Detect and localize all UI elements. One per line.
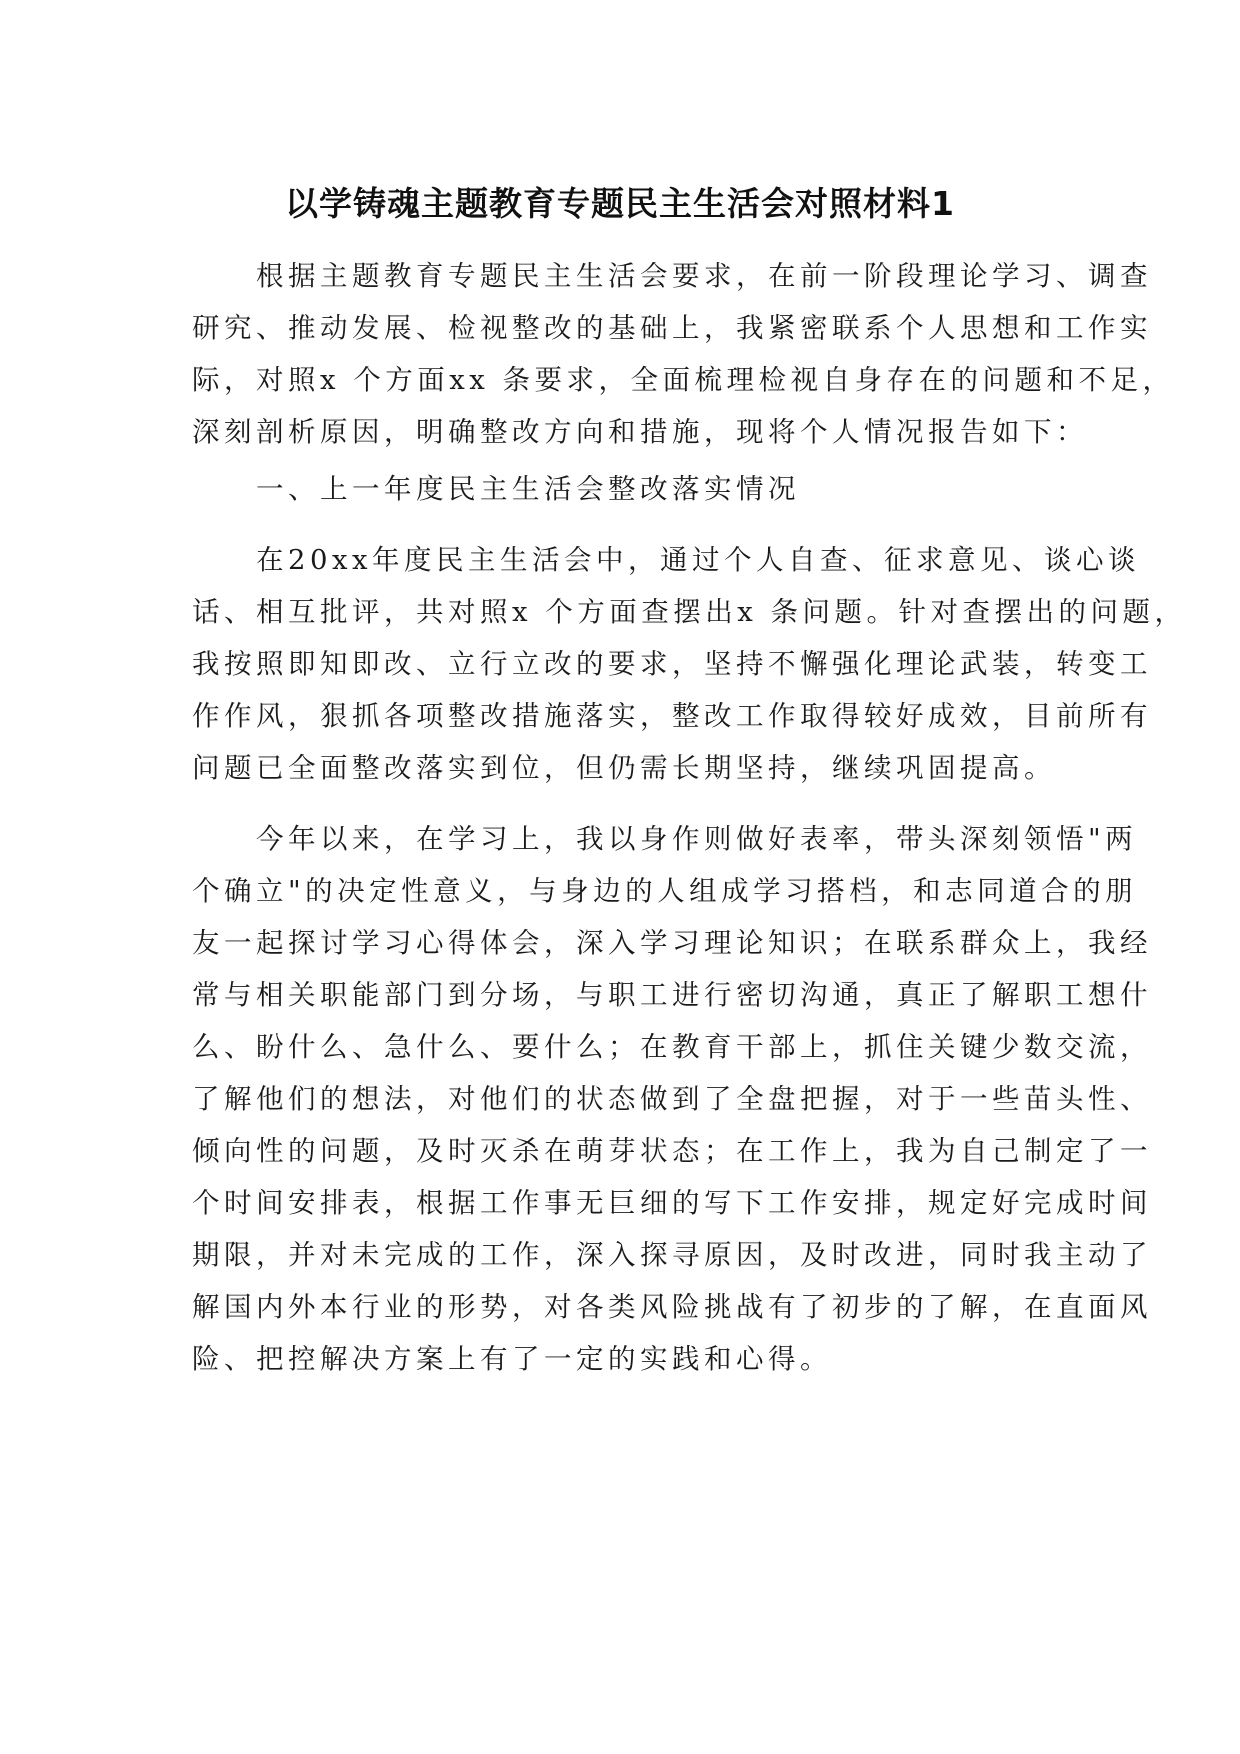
text-line: 今年以来，在学习上，我以身作则做好表率，带头深刻领悟"两 bbox=[192, 823, 1138, 855]
text-line: 个时间安排表，根据工作事无巨细的写下工作安排，规定好完成时间 bbox=[192, 1187, 1152, 1219]
paragraph-this-year bbox=[192, 813, 1152, 1385]
document-title: 以学铸魂主题教育专题民主生活会对照材料1 bbox=[285, 184, 955, 223]
text-line: 期限，并对未完成的工作，深入探寻原因，及时改进，同时我主动了 bbox=[192, 1239, 1152, 1271]
text-line: 常与相关职能部门到分场，与职工进行密切沟通，真正了解职工想什 bbox=[192, 979, 1152, 1011]
paragraph-intro bbox=[192, 250, 1175, 458]
text-line: 解国内外本行业的形势，对各类风险挑战有了初步的了解，在直面风 bbox=[192, 1291, 1152, 1323]
text-line: 么、盼什么、急什么、要什么；在教育干部上，抓住关键少数交流， bbox=[192, 1031, 1152, 1063]
text-line: 在20xx年度民主生活会中，通过个人自查、征求意见、谈心谈 bbox=[192, 544, 1141, 576]
document-body bbox=[192, 250, 1187, 1385]
paragraph-rectification bbox=[192, 534, 1187, 794]
text-line: 问题已全面整改落实到位，但仍需长期坚持，继续巩固提高。 bbox=[192, 752, 1056, 784]
text-line: 倾向性的问题，及时灭杀在萌芽状态；在工作上，我为自己制定了一 bbox=[192, 1135, 1152, 1167]
text-line: 了解他们的想法，对他们的状态做到了全盘把握，对于一些苗头性、 bbox=[192, 1083, 1152, 1115]
text-line: 际，对照x 个方面xx 条要求，全面梳理检视自身存在的问题和不足， bbox=[192, 364, 1175, 396]
text-line: 作作风，狠抓各项整改措施落实，整改工作取得较好成效，目前所有 bbox=[192, 700, 1152, 732]
text-line: 我按照即知即改、立行立改的要求，坚持不懈强化理论武装，转变工 bbox=[192, 648, 1152, 680]
text-line: 友一起探讨学习心得体会，深入学习理论知识；在联系群众上，我经 bbox=[192, 927, 1152, 959]
text-line: 险、把控解决方案上有了一定的实践和心得。 bbox=[192, 1343, 832, 1375]
text-line: 个确立"的决定性意义，与身边的人组成学习搭档，和志同道合的朋 bbox=[192, 875, 1138, 907]
text-line: 深刻剖析原因，明确整改方向和措施，现将个人情况报告如下： bbox=[192, 416, 1088, 448]
section-heading: 一、上一年度民主生活会整改落实情况 bbox=[192, 473, 800, 505]
text-line: 话、相互批评，共对照x 个方面查摆出x 条问题。针对查摆出的问题， bbox=[192, 596, 1187, 628]
text-line: 研究、推动发展、检视整改的基础上，我紧密联系个人思想和工作实 bbox=[192, 312, 1152, 344]
text-line: 根据主题教育专题民主生活会要求，在前一阶段理论学习、调查 bbox=[192, 260, 1152, 292]
